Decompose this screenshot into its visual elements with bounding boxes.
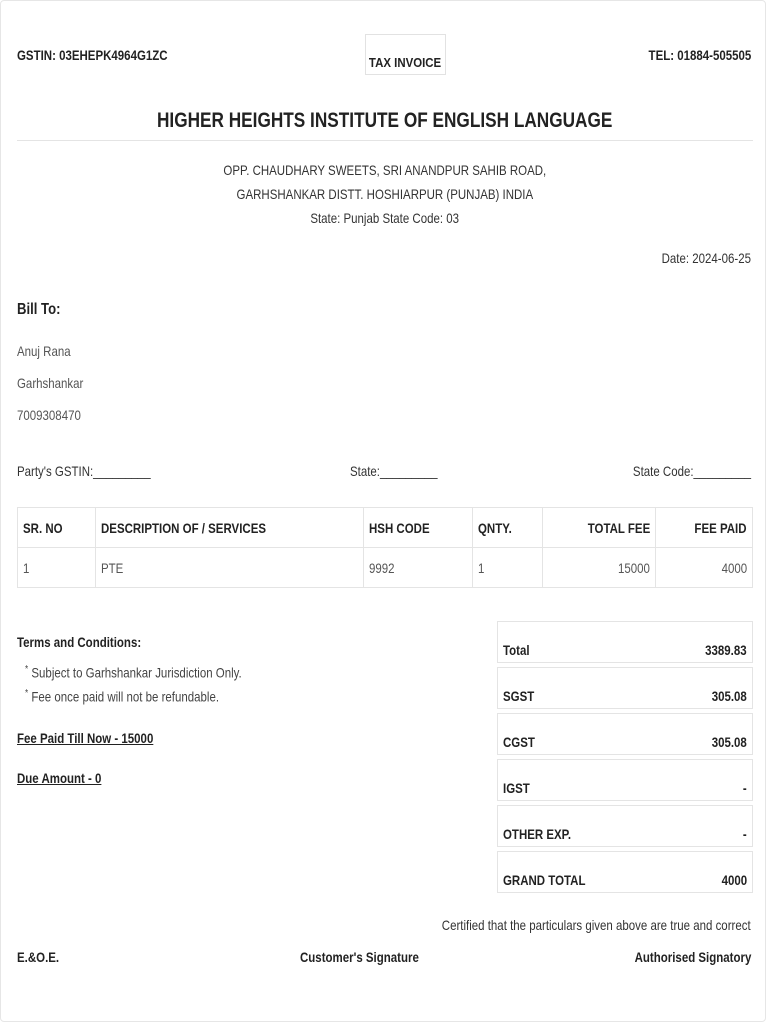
address-line-2-wrap bbox=[1, 186, 768, 202]
bullet-asterisk: * bbox=[25, 688, 29, 699]
authorised-signatory-label: Authorised Signatory bbox=[634, 949, 751, 965]
summary-sgst bbox=[497, 667, 753, 709]
term-text: Subject to Garhshankar Jurisdiction Only. bbox=[31, 664, 242, 681]
address-line-2: GARHSHANKAR DISTT. HOSHIARPUR (PUNJAB) INDIA bbox=[236, 186, 534, 202]
summary-value: 305.08 bbox=[711, 688, 747, 704]
party-state: State:_________ bbox=[350, 463, 438, 479]
customer-city: Garhshankar bbox=[17, 375, 84, 391]
summary-label: Total bbox=[503, 642, 530, 658]
cell-fee-paid: 4000 bbox=[656, 548, 753, 588]
cell-sr-no: 1 bbox=[18, 548, 96, 588]
customer-phone: 7009308470 bbox=[17, 407, 81, 423]
table-header-row bbox=[18, 508, 753, 548]
customer-name: Anuj Rana bbox=[17, 343, 71, 359]
summary-value: 3389.83 bbox=[705, 642, 747, 658]
summary-label: GRAND TOTAL bbox=[503, 872, 586, 888]
state-line-wrap bbox=[1, 210, 768, 226]
term-item bbox=[25, 664, 242, 681]
term-text: Fee once paid will not be refundable. bbox=[31, 688, 220, 705]
summary-other-exp bbox=[497, 805, 753, 847]
cell-description: PTE bbox=[95, 548, 363, 588]
summary-igst bbox=[497, 759, 753, 801]
due-amount: Due Amount - 0 bbox=[17, 770, 102, 786]
summary-label: IGST bbox=[503, 780, 530, 796]
summary-value: 4000 bbox=[721, 872, 747, 888]
cell-total-fee: 15000 bbox=[543, 548, 656, 588]
state-line: State: Punjab State Code: 03 bbox=[310, 210, 460, 226]
summary-total bbox=[497, 621, 753, 663]
party-gstin: Party's GSTIN:_________ bbox=[17, 463, 151, 479]
summary-cgst bbox=[497, 713, 753, 755]
party-state-code: State Code:_________ bbox=[632, 463, 751, 479]
certification-statement: Certified that the particulars given above are true and correct bbox=[442, 917, 751, 933]
summary-value: - bbox=[743, 780, 747, 796]
summary-label: CGST bbox=[503, 734, 535, 750]
header-divider bbox=[17, 140, 753, 141]
customer-signature-label: Customer's Signature bbox=[300, 949, 419, 965]
address-line-1-wrap bbox=[1, 162, 768, 178]
summary-label: OTHER EXP. bbox=[503, 826, 572, 842]
col-header-total-fee: TOTAL FEE bbox=[543, 508, 656, 548]
col-header-hsh-code: HSH CODE bbox=[363, 508, 473, 548]
col-header-fee-paid: FEE PAID bbox=[656, 508, 753, 548]
tax-invoice-label: TAX INVOICE bbox=[369, 55, 442, 70]
bullet-asterisk: * bbox=[25, 664, 29, 675]
summary-grand-total bbox=[497, 851, 753, 893]
items-table bbox=[17, 507, 753, 588]
summary-label: SGST bbox=[503, 688, 535, 704]
summary-value: - bbox=[743, 826, 747, 842]
institute-name: HIGHER HEIGHTS INSTITUTE OF ENGLISH LANGUAGE bbox=[157, 109, 613, 132]
summary-value: 305.08 bbox=[711, 734, 747, 750]
eoe-label: E.&O.E. bbox=[17, 949, 60, 965]
cell-quantity: 1 bbox=[473, 548, 543, 588]
invoice-date: Date: 2024-06-25 bbox=[661, 250, 751, 266]
cell-hsh-code: 9992 bbox=[363, 548, 473, 588]
table-row bbox=[18, 548, 753, 588]
address-line-1: OPP. CHAUDHARY SWEETS, SRI ANANDPUR SAHIB ROAD, bbox=[223, 162, 547, 178]
col-header-quantity: QNTY. bbox=[473, 508, 543, 548]
fee-paid-till-now: Fee Paid Till Now - 15000 bbox=[17, 730, 154, 746]
bill-to-heading: Bill To: bbox=[17, 301, 61, 318]
terms-title: Terms and Conditions: bbox=[17, 634, 142, 650]
col-header-sr-no: SR. NO bbox=[18, 508, 96, 548]
term-item bbox=[25, 688, 219, 705]
company-telephone: TEL: 01884-505505 bbox=[648, 47, 751, 63]
tax-invoice-box bbox=[365, 34, 446, 75]
institute-name-wrap bbox=[1, 109, 768, 133]
col-header-description: DESCRIPTION OF / SERVICES bbox=[95, 508, 363, 548]
company-gstin: GSTIN: 03EHEPK4964G1ZC bbox=[17, 47, 168, 63]
